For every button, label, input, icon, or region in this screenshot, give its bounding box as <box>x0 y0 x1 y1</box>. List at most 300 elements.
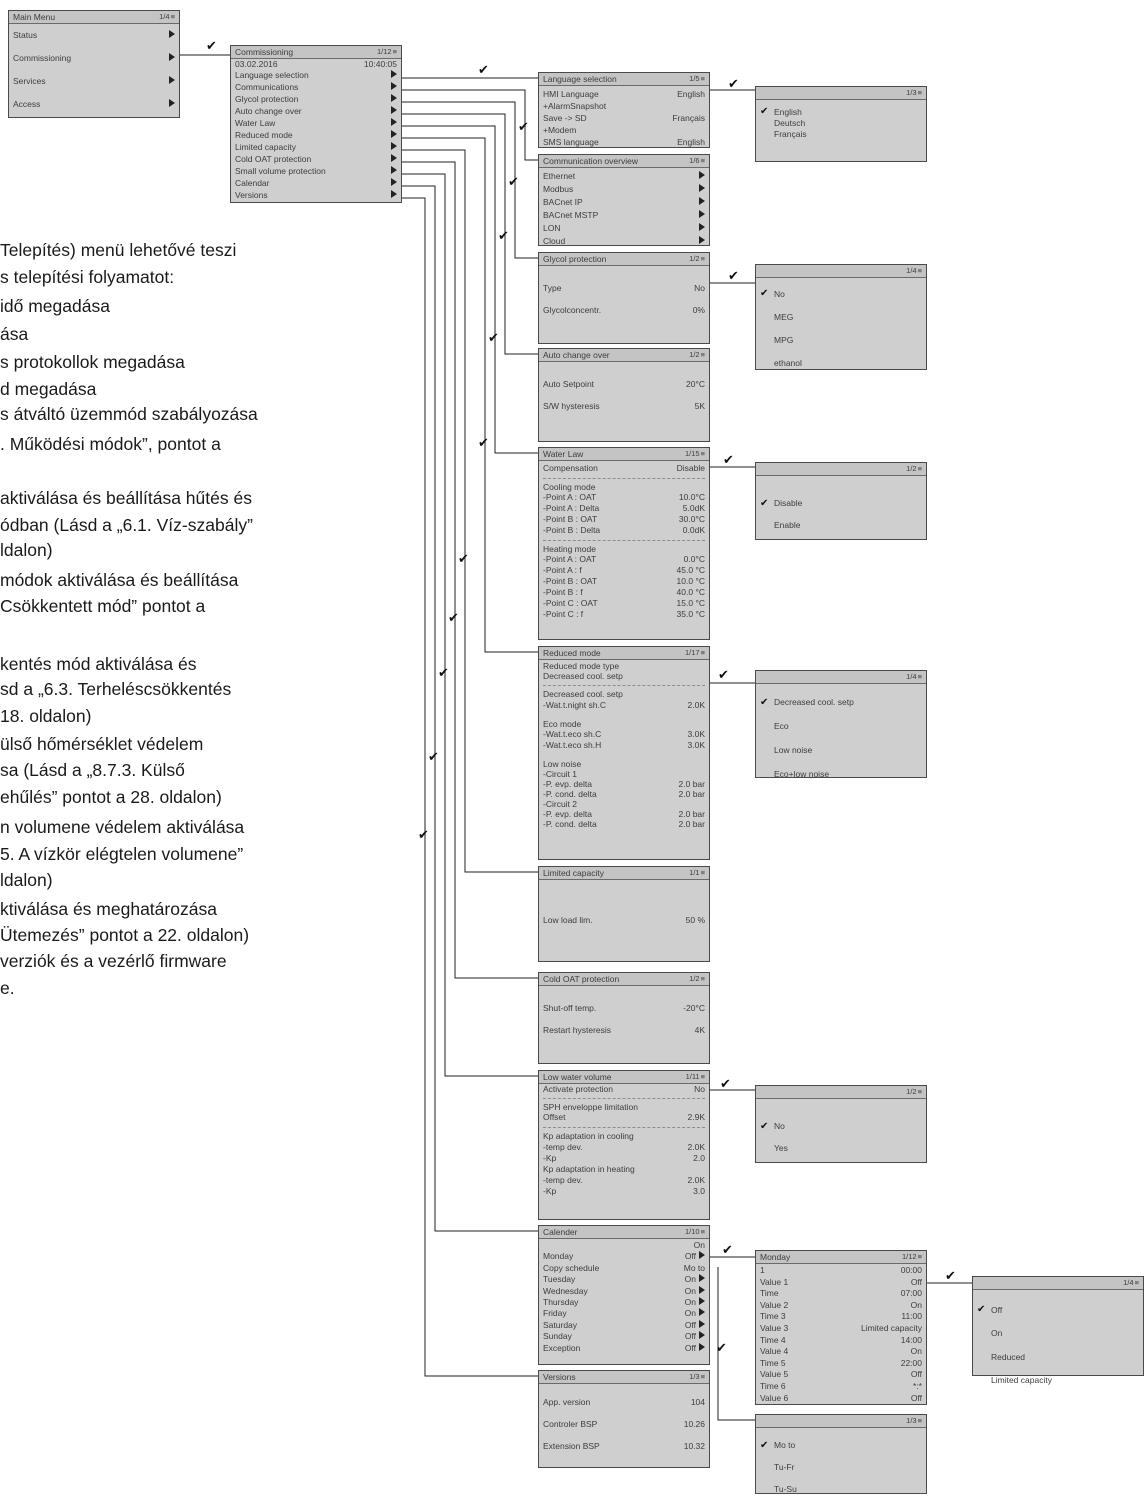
commissioning-item[interactable] <box>235 81 397 93</box>
panel-lowwater <box>538 1070 710 1220</box>
row-label: -Point A : f <box>543 565 582 575</box>
option-item[interactable] <box>977 1322 1139 1346</box>
calendar-row[interactable] <box>543 1343 705 1354</box>
check-icon: ✔ <box>760 288 769 299</box>
option-item[interactable] <box>977 1369 1139 1393</box>
arrow-right-icon <box>391 178 397 186</box>
value-text: On <box>684 1285 696 1296</box>
panel-title: Calender <box>543 1227 578 1237</box>
row-value <box>901 1358 922 1370</box>
row-label: Water Law <box>235 118 276 128</box>
menu-row[interactable] <box>760 1381 922 1393</box>
row-value <box>677 463 705 474</box>
arrow-right-icon <box>391 118 397 126</box>
value-text: 50 % <box>685 915 705 925</box>
check-icon: ✔ <box>760 696 769 708</box>
check-icon <box>760 1484 772 1495</box>
panel-body <box>539 168 709 248</box>
row-value <box>913 1381 922 1393</box>
panel-body <box>973 1290 1143 1392</box>
main-menu-item[interactable] <box>13 70 175 93</box>
panel-language-options <box>755 86 927 162</box>
row-label: Low load lim. <box>543 915 593 925</box>
row-label: Wednesday <box>543 1285 588 1296</box>
row-label: Versions <box>235 190 268 200</box>
row-value <box>861 1323 922 1335</box>
menu-lines-icon: ≡ <box>917 88 922 97</box>
menu-row[interactable] <box>543 124 705 136</box>
row-value <box>672 112 705 124</box>
panel-limited <box>538 866 710 962</box>
panel-header <box>756 671 926 684</box>
option-item[interactable] <box>760 1137 922 1159</box>
check-icon: ✔ <box>498 228 509 243</box>
option-item[interactable] <box>760 1434 922 1456</box>
row-value <box>388 129 397 141</box>
menu-row <box>543 1102 705 1112</box>
row-label: Thursday <box>543 1296 579 1307</box>
option-label: Yes <box>774 1143 788 1153</box>
arrow-right-icon <box>391 106 397 114</box>
arrow-right-icon <box>391 154 397 162</box>
panel-body <box>539 880 709 926</box>
value-text: On <box>910 1299 922 1310</box>
row-label: Save -> SD <box>543 113 587 123</box>
menu-row[interactable] <box>543 196 705 209</box>
commissioning-item[interactable] <box>235 129 397 141</box>
menu-row[interactable] <box>543 304 705 316</box>
row-value <box>166 70 175 93</box>
arrow-right-icon <box>699 1331 705 1339</box>
row-label: Copy schedule <box>543 1262 600 1273</box>
commissioning-item[interactable] <box>235 141 397 153</box>
row-label: Glycol protection <box>235 94 299 104</box>
menu-row[interactable] <box>543 378 705 390</box>
row-label: Monday <box>543 1251 574 1262</box>
menu-row[interactable] <box>543 235 705 248</box>
value-text: 40.0 °C <box>676 587 705 597</box>
option-item[interactable] <box>977 1345 1139 1369</box>
row-value <box>166 93 175 116</box>
row-value <box>685 1320 705 1331</box>
row-label: -P. evp. delta <box>543 779 592 789</box>
menu-row[interactable] <box>543 1084 705 1094</box>
panel-calendar <box>538 1225 710 1365</box>
menu-row <box>543 1396 705 1408</box>
value-text: Mo to <box>683 1262 705 1273</box>
spacer <box>543 1408 705 1418</box>
panel-header <box>539 349 709 362</box>
arrow-right-icon <box>699 171 705 179</box>
row-value <box>679 809 705 819</box>
menu-row[interactable] <box>543 463 705 474</box>
arrow-right-icon <box>169 30 175 38</box>
menu-lines-icon: ≡ <box>917 1416 922 1425</box>
row-label: Value 2 <box>760 1299 789 1310</box>
value-text: 14:00 <box>900 1334 922 1345</box>
value-text: Off <box>910 1276 922 1287</box>
menu-row[interactable] <box>760 1335 922 1347</box>
menu-lines-icon: ≡ <box>917 1252 922 1261</box>
text-line: Ütemezés” pontot a 22. oldalon) <box>0 925 250 945</box>
menu-row[interactable] <box>760 1288 922 1300</box>
value-text: On <box>693 1240 705 1250</box>
row-label: Offset <box>543 1112 566 1122</box>
option-item[interactable] <box>760 1115 922 1137</box>
row-label: Communications <box>235 82 299 92</box>
option-item[interactable] <box>760 690 922 714</box>
option-label: Français <box>774 128 807 139</box>
check-icon <box>760 520 772 531</box>
row-label: Glycolconcentr. <box>543 305 602 315</box>
option-item[interactable] <box>760 328 922 351</box>
row-label: -temp dev. <box>543 1142 583 1152</box>
row-value <box>685 1343 705 1354</box>
row-value <box>694 1084 705 1094</box>
commissioning-item[interactable] <box>235 189 397 201</box>
panel-body <box>539 1384 709 1462</box>
option-item[interactable] <box>760 492 922 514</box>
option-item[interactable] <box>760 305 922 328</box>
menu-row[interactable] <box>543 1024 705 1036</box>
value-text: Disable <box>676 463 705 473</box>
value-text: 2.0 bar <box>678 819 705 829</box>
row-value <box>684 1263 705 1274</box>
menu-row[interactable] <box>543 282 705 294</box>
row-value <box>388 81 397 93</box>
menu-row[interactable] <box>543 1112 705 1123</box>
row-label: 1 <box>760 1265 765 1275</box>
row-label: -Kp <box>543 1186 557 1196</box>
arrow-right-icon <box>391 82 397 90</box>
spacer <box>760 1101 922 1115</box>
arrow-right-icon <box>391 94 397 102</box>
row-value <box>911 1277 922 1289</box>
main-menu-item[interactable] <box>13 24 175 47</box>
calendar-row[interactable] <box>543 1240 705 1251</box>
row-value <box>388 93 397 105</box>
row-label: Modbus <box>543 184 574 194</box>
value-text: 15.0 °C <box>676 598 705 608</box>
arrow-right-icon <box>699 1274 705 1282</box>
panel-body <box>756 278 926 374</box>
menu-row[interactable] <box>543 183 705 196</box>
row-value <box>679 819 705 829</box>
menu-row[interactable] <box>543 1002 705 1014</box>
option-item[interactable] <box>760 117 922 128</box>
row-value <box>901 1335 922 1347</box>
text-line: idő megadása <box>0 296 110 316</box>
panel-body <box>756 684 926 786</box>
row-value <box>696 183 705 196</box>
menu-row[interactable] <box>543 112 705 124</box>
value-text: 10:40:05 <box>363 59 397 69</box>
menu-row[interactable] <box>760 1393 922 1405</box>
commissioning-item[interactable] <box>235 69 397 81</box>
arrow-right-icon <box>391 142 397 150</box>
calendar-row[interactable] <box>543 1286 705 1297</box>
spacer <box>543 711 705 719</box>
row-label: Value 5 <box>760 1369 789 1380</box>
check-icon: ✔ <box>722 1242 733 1257</box>
arrow-right-icon <box>699 236 705 244</box>
check-icon: ✔ <box>448 610 459 625</box>
panel-title: Reduced mode <box>543 648 601 658</box>
separator-line <box>543 1127 705 1128</box>
option-item[interactable] <box>760 762 922 786</box>
option-item[interactable] <box>760 106 922 117</box>
text-line: ása <box>0 324 29 344</box>
menu-row[interactable] <box>543 136 705 148</box>
row-value <box>685 1286 705 1297</box>
menu-row[interactable] <box>760 1277 922 1289</box>
menu-row[interactable] <box>760 1265 922 1277</box>
row-label: SPH enveloppe limitation <box>543 1102 638 1112</box>
menu-row <box>543 729 705 740</box>
value-text: 35.0 °C <box>676 609 705 619</box>
row-value <box>388 177 397 189</box>
option-item[interactable] <box>760 1456 922 1478</box>
row-label: Sunday <box>543 1331 572 1342</box>
page-indicator: 1/3≡ <box>906 1416 922 1425</box>
row-label: Commissioning <box>13 53 72 63</box>
menu-row <box>543 740 705 751</box>
arrow-right-icon <box>699 184 705 192</box>
option-item[interactable] <box>760 738 922 762</box>
value-text: Off <box>684 1331 696 1342</box>
menu-row[interactable] <box>543 170 705 183</box>
menu-row <box>543 554 705 565</box>
row-value <box>677 565 705 576</box>
text-line: Csökkentett mód” pontot a <box>0 596 206 616</box>
value-text: Français <box>672 113 705 123</box>
panel-autochange <box>538 348 710 442</box>
menu-row[interactable] <box>543 222 705 235</box>
commissioning-item[interactable] <box>235 93 397 105</box>
panel-header <box>756 1086 926 1099</box>
check-icon: ✔ <box>478 435 489 450</box>
panel-header <box>539 867 709 880</box>
value-text: 2.0K <box>687 700 705 710</box>
panel-body <box>539 362 709 412</box>
value-text: 2.9K <box>687 1112 705 1122</box>
separator-line <box>543 540 705 541</box>
menu-row <box>235 59 397 69</box>
menu-lines-icon: ≡ <box>1134 1278 1139 1287</box>
option-label: Enable <box>774 520 801 530</box>
commissioning-item[interactable] <box>235 177 397 189</box>
row-value <box>388 117 397 129</box>
row-value <box>364 59 397 69</box>
menu-row[interactable] <box>543 400 705 412</box>
row-value <box>688 699 706 711</box>
row-label: Time 5 <box>760 1357 786 1368</box>
text-line: Telepítés) menü lehetővé teszi <box>0 240 237 260</box>
spacer <box>543 1452 705 1462</box>
menu-row[interactable] <box>543 661 705 671</box>
page-indicator: 1/2≡ <box>689 974 705 983</box>
text-line: ülső hőmérséklet védelem <box>0 734 204 754</box>
row-label: Limited capacity <box>235 142 296 152</box>
calendar-row[interactable] <box>543 1320 705 1331</box>
connector-line <box>402 198 538 1376</box>
row-value <box>688 1142 706 1153</box>
menu-row[interactable] <box>543 209 705 222</box>
arrow-right-icon <box>169 76 175 84</box>
arrow-right-icon <box>699 1308 705 1316</box>
menu-row[interactable] <box>543 914 705 926</box>
calendar-row[interactable] <box>543 1308 705 1319</box>
option-label: No <box>774 288 785 299</box>
row-label: Friday <box>543 1308 567 1319</box>
value-text: 10.0 °C <box>676 576 705 586</box>
page-indicator: 1/4≡ <box>906 672 922 681</box>
menu-row[interactable] <box>760 1311 922 1323</box>
menu-row <box>543 809 705 819</box>
option-item[interactable] <box>760 514 922 536</box>
check-icon: ✔ <box>438 665 449 680</box>
row-label: +AlarmSnapshot <box>543 101 607 111</box>
menu-row <box>543 1175 705 1186</box>
panel-header <box>756 265 926 278</box>
menu-row[interactable] <box>543 100 705 112</box>
menu-row <box>543 719 705 729</box>
value-text: *:* <box>913 1380 922 1391</box>
menu-row <box>543 1153 705 1164</box>
row-value <box>901 1288 922 1300</box>
menu-lines-icon: ≡ <box>700 254 705 263</box>
menu-row <box>543 565 705 576</box>
row-value <box>677 88 705 100</box>
calendar-row[interactable] <box>543 1263 705 1274</box>
commissioning-item[interactable] <box>235 105 397 117</box>
option-item[interactable] <box>977 1298 1139 1322</box>
menu-row <box>543 1186 705 1197</box>
menu-row[interactable] <box>760 1300 922 1312</box>
arrow-right-icon <box>699 1320 705 1328</box>
row-value <box>695 400 705 412</box>
panel-header <box>539 973 709 986</box>
row-value <box>911 1393 922 1405</box>
check-icon: ✔ <box>428 748 439 764</box>
check-icon <box>977 1351 989 1362</box>
text-line: aktiválása és beállítása hűtés és <box>0 488 252 508</box>
menu-row[interactable] <box>760 1369 922 1381</box>
calendar-row[interactable] <box>543 1297 705 1308</box>
panel-header <box>539 1371 709 1384</box>
row-label: Extension BSP <box>543 1441 600 1451</box>
value-text: Limited capacity <box>861 1322 922 1333</box>
row-label: S/W hysteresis <box>543 401 600 411</box>
row-label: -Circuit 1 <box>543 769 578 779</box>
menu-row <box>543 799 705 809</box>
menu-row <box>543 587 705 598</box>
check-icon: ✔ <box>977 1304 986 1316</box>
row-value <box>691 1396 705 1408</box>
option-item[interactable] <box>760 714 922 738</box>
option-item[interactable] <box>760 128 922 139</box>
row-label: -Point C : OAT <box>543 598 598 608</box>
panel-header <box>231 46 401 59</box>
panel-body <box>756 1428 926 1500</box>
calendar-row[interactable] <box>543 1331 705 1342</box>
row-value <box>388 69 397 81</box>
row-label: Value 4 <box>760 1346 789 1357</box>
panel-header <box>539 155 709 168</box>
option-label: No <box>774 1121 785 1131</box>
panel-header <box>539 73 709 86</box>
main-menu-item[interactable] <box>13 47 175 70</box>
arrow-right-icon <box>699 1343 705 1351</box>
panel-body <box>756 1264 926 1404</box>
option-label: Eco+low noise <box>774 769 830 779</box>
row-value <box>683 525 705 536</box>
row-label: Decreased cool. setp <box>543 689 623 699</box>
menu-lines-icon: ≡ <box>700 1227 705 1236</box>
arrow-right-icon <box>391 190 397 198</box>
panel-monday <box>755 1250 927 1405</box>
option-item[interactable] <box>760 282 922 305</box>
menu-row <box>543 689 705 699</box>
page-indicator: 1/2≡ <box>689 254 705 263</box>
arrow-right-icon <box>169 53 175 61</box>
menu-row[interactable] <box>543 88 705 100</box>
commissioning-item[interactable] <box>235 153 397 165</box>
option-label: On <box>991 1328 1003 1339</box>
row-value <box>679 779 705 789</box>
menu-row <box>543 1142 705 1153</box>
main-menu-item[interactable] <box>13 93 175 116</box>
row-label: Saturday <box>543 1319 578 1330</box>
commissioning-item[interactable] <box>235 117 397 129</box>
menu-row[interactable] <box>760 1323 922 1335</box>
calendar-row[interactable] <box>543 1251 705 1262</box>
value-text: 3.0 <box>693 1186 705 1196</box>
menu-row <box>543 1440 705 1452</box>
option-item[interactable] <box>760 1478 922 1500</box>
calendar-row[interactable] <box>543 1274 705 1285</box>
row-label: -Point B : f <box>543 587 583 597</box>
row-label: -P. evp. delta <box>543 809 592 819</box>
option-label: Disable <box>774 498 803 508</box>
row-value <box>696 235 705 248</box>
panel-header <box>539 1226 709 1239</box>
menu-row <box>543 492 705 503</box>
text-line: ldalon) <box>0 870 53 890</box>
row-value <box>694 282 705 294</box>
value-text: English <box>677 89 705 99</box>
option-item[interactable] <box>760 351 922 374</box>
row-label: Type <box>543 283 562 293</box>
panel-body <box>539 86 709 148</box>
menu-row[interactable] <box>760 1346 922 1358</box>
option-label: Off <box>991 1304 1003 1315</box>
row-value <box>688 1112 706 1123</box>
row-label: Eco mode <box>543 719 582 729</box>
row-label: HMI Language <box>543 89 599 99</box>
option-label: Decreased cool. setp <box>774 697 854 707</box>
menu-row <box>543 544 705 554</box>
row-label: -Point A : OAT <box>543 492 597 502</box>
row-label: Heating mode <box>543 544 596 554</box>
menu-row <box>543 1418 705 1430</box>
check-icon: ✔ <box>720 1076 731 1091</box>
spacer <box>543 882 705 914</box>
row-label: SMS language <box>543 137 599 147</box>
panel-commissioning <box>230 45 402 203</box>
commissioning-item[interactable] <box>235 165 397 177</box>
menu-row[interactable] <box>760 1358 922 1370</box>
